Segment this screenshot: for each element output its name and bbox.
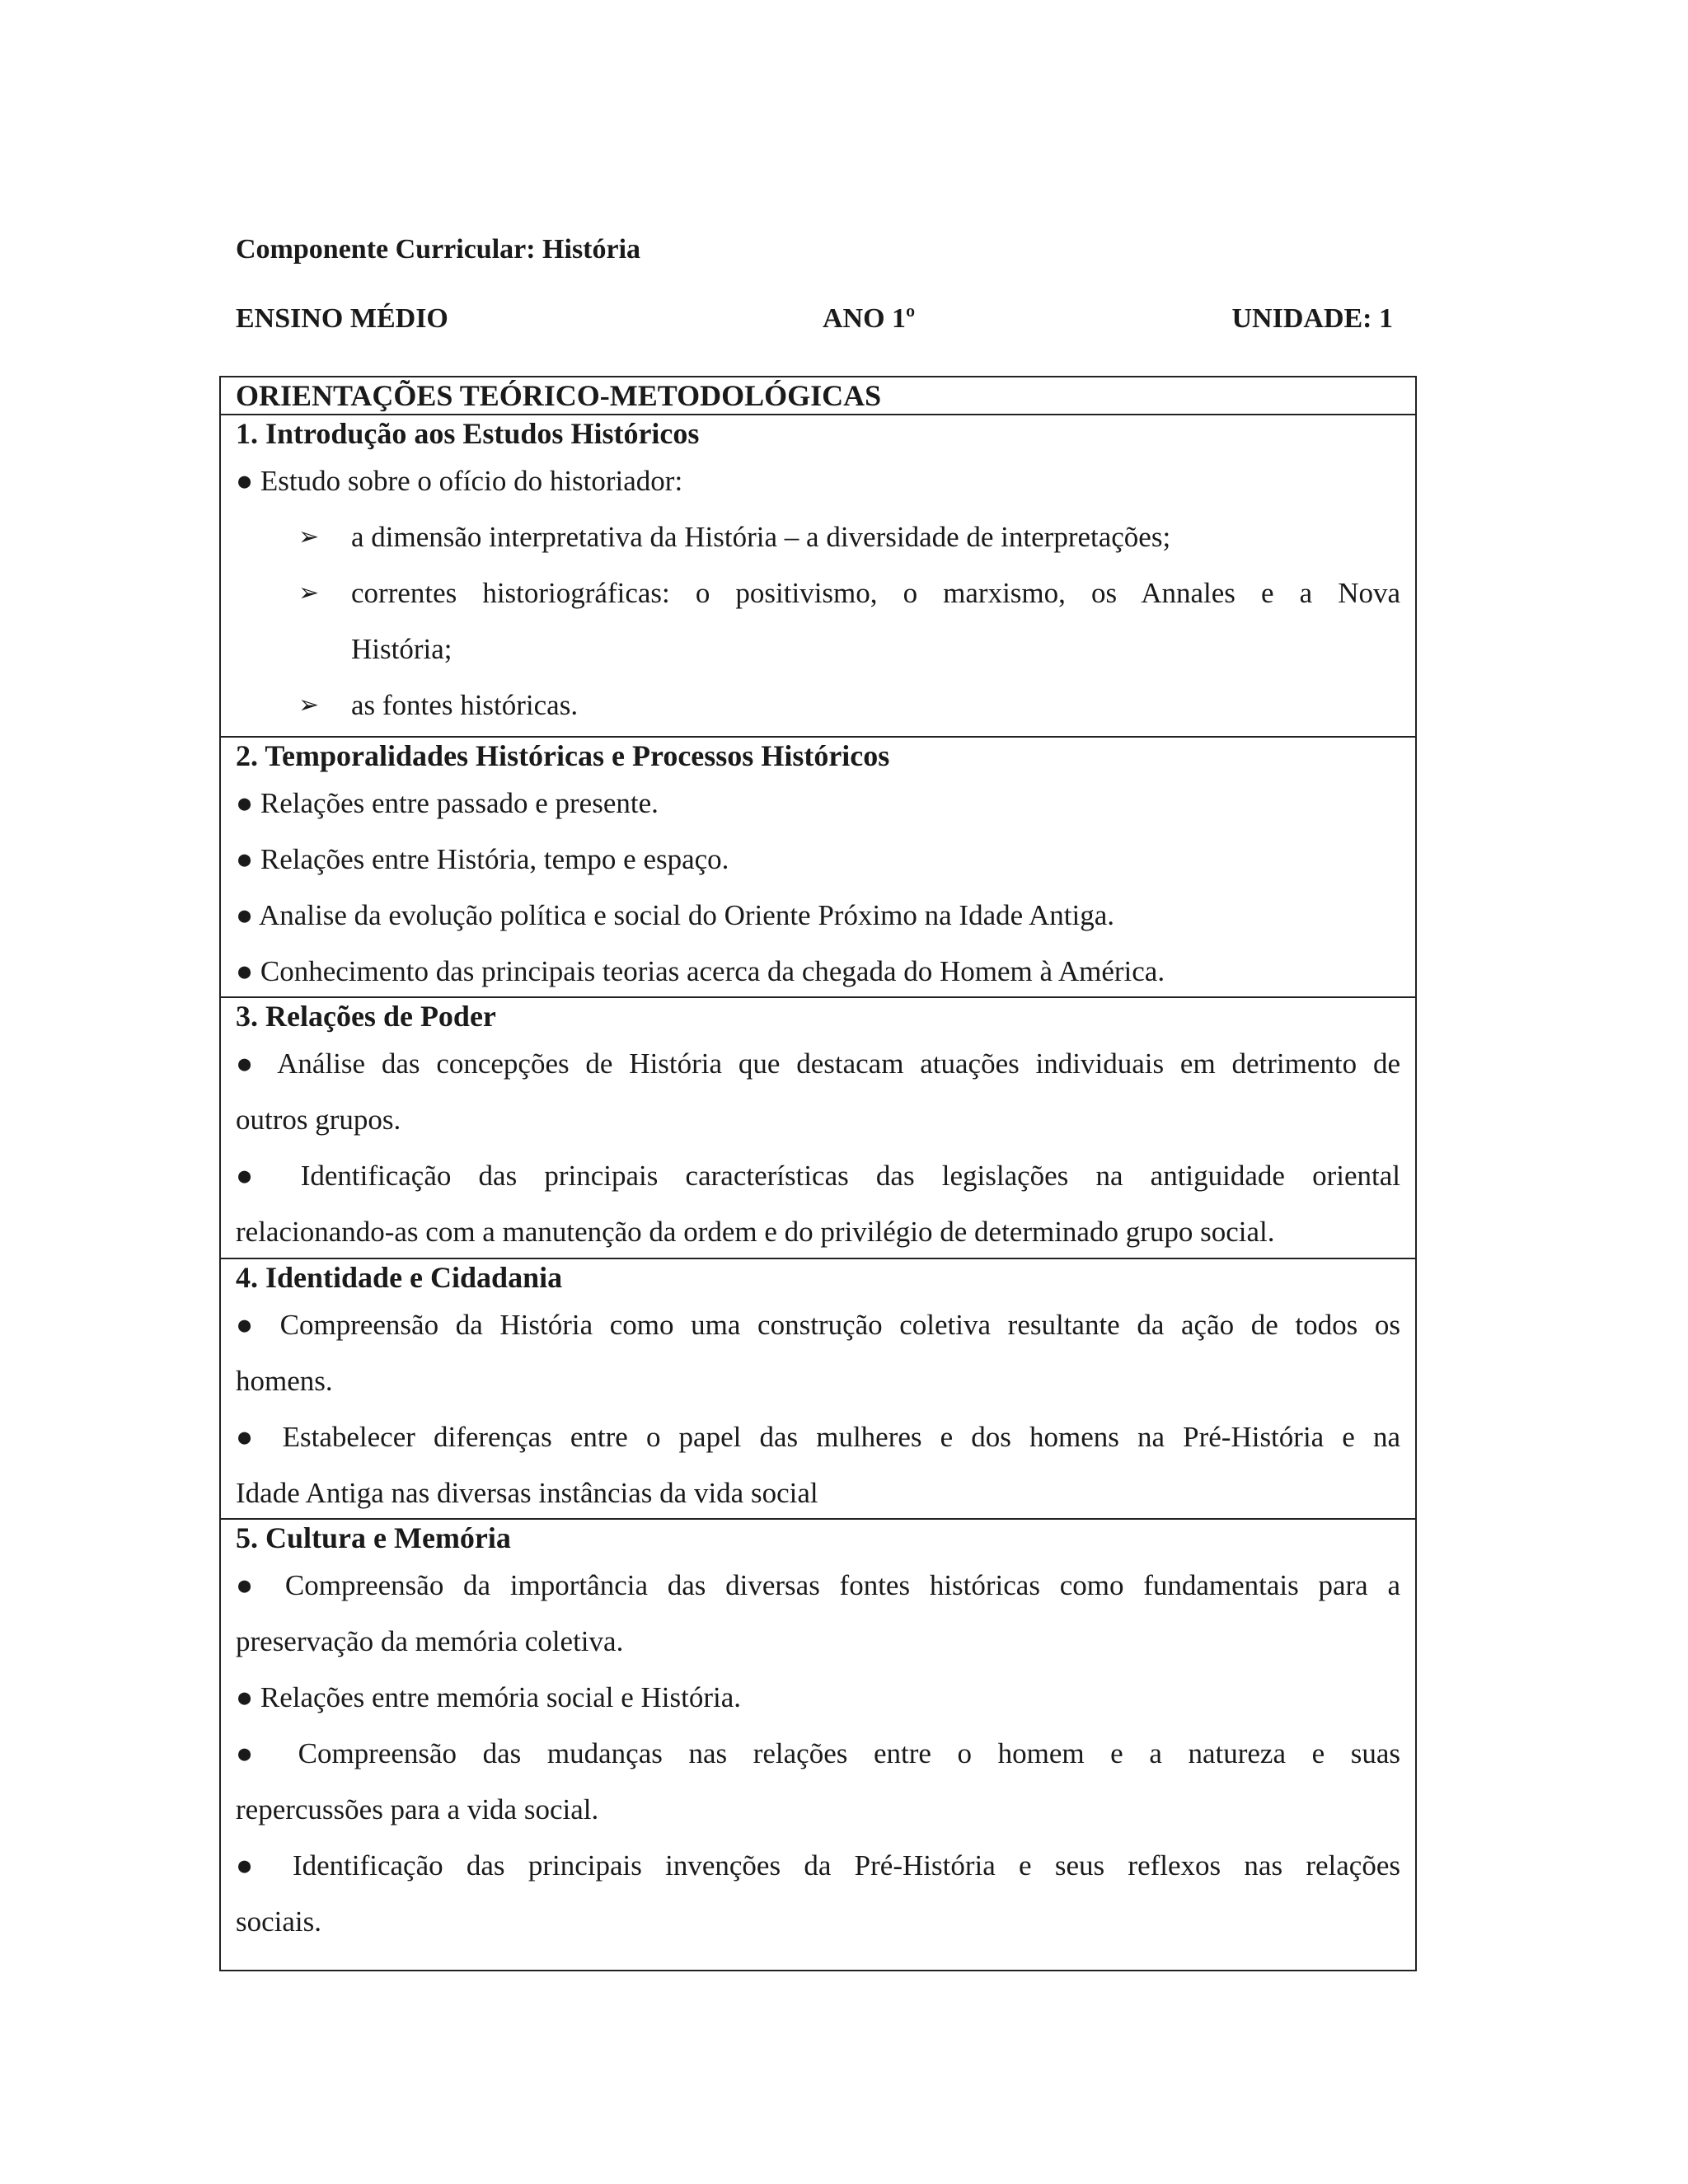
education-level: ENSINO MÉDIO [236,303,448,334]
list-item-continuation: outros grupos. [236,1104,401,1136]
list-item: ● Relações entre passado e presente. [236,787,659,819]
list-item-continuation: Idade Antiga nas diversas instâncias da vida social [236,1477,818,1509]
arrowhead-icon: ➢ [298,523,320,551]
list-item: ● Relações entre memória social e História. [236,1681,741,1713]
list-item: ● Conhecimento das principais teorias acerca da chegada do Homem à América. [236,955,1165,987]
component-title: Componente Curricular: História [236,234,641,265]
list-item: ● Identificação das principais invenções da Pré-História e seus reflexos nas relações [236,1849,1400,1882]
meta-row [236,302,1393,335]
section-title: 5. Cultura e Memória [236,1521,511,1554]
table-title-cell [221,377,1415,414]
section-title: 1. Introdução aos Estudos Históricos [236,417,700,450]
table-title: ORIENTAÇÕES TEÓRICO-METODOLÓGICAS [236,379,882,412]
list-item: ● Análise das concepções de História que destacam atuações individuais em detrimento de [236,1047,1400,1080]
section-3 [221,996,1415,1258]
list-item: ● Analise da evolução política e social do Oriente Próximo na Idade Antiga. [236,899,1114,931]
sub-item: ➢ as fontes históricas. [236,677,1400,733]
list-item-continuation: homens. [236,1365,333,1397]
section-2 [221,736,1415,996]
list-item-continuation: relacionando-as com a manutenção da ordem e do privilégio de determinado grupo social. [236,1216,1275,1248]
list-item: ● Compreensão das mudanças nas relações entre o homem e a natureza e suas [236,1737,1400,1769]
section-title: 4. Identidade e Cidadania [236,1261,563,1294]
sub-item: ➢ a dimensão interpretativa da História – a diversidade de interpretações; [236,509,1400,565]
list-item: ● Compreensão da História como uma construção coletiva resultante da ação de todos os [236,1309,1400,1341]
list-item: ● Relações entre História, tempo e espaço. [236,843,729,875]
list-item-continuation: preservação da memória coletiva. [236,1625,624,1657]
list-item-continuation: sociais. [236,1905,322,1938]
section-1 [221,414,1415,736]
list-item: ● Identificação das principais características das legislações na antiguidade oriental [236,1160,1400,1192]
list-item: ● Estudo sobre o ofício do historiador: [236,465,683,497]
section-4 [221,1258,1415,1518]
section-title: 2. Temporalidades Históricas e Processos Históricos [236,739,890,772]
sub-item: ➢ correntes historiográficas: o positivismo, o marxismo, os Annales e a Nova História; [236,565,1400,677]
section-title: 3. Relações de Poder [236,1000,496,1033]
school-year: ANO 1º [823,303,916,334]
unit-number: UNIDADE: 1 [1231,303,1393,334]
arrowhead-icon: ➢ [298,579,320,607]
arrowhead-icon: ➢ [298,691,320,719]
section-5 [221,1518,1415,1970]
list-item: ● Estabelecer diferenças entre o papel das mulheres e dos homens na Pré-História e na [236,1421,1400,1453]
list-item-continuation: repercussões para a vida social. [236,1793,599,1825]
list-item: ● Compreensão da importância das diversas fontes históricas como fundamentais para a [236,1569,1400,1601]
guidelines-table [219,376,1417,1971]
